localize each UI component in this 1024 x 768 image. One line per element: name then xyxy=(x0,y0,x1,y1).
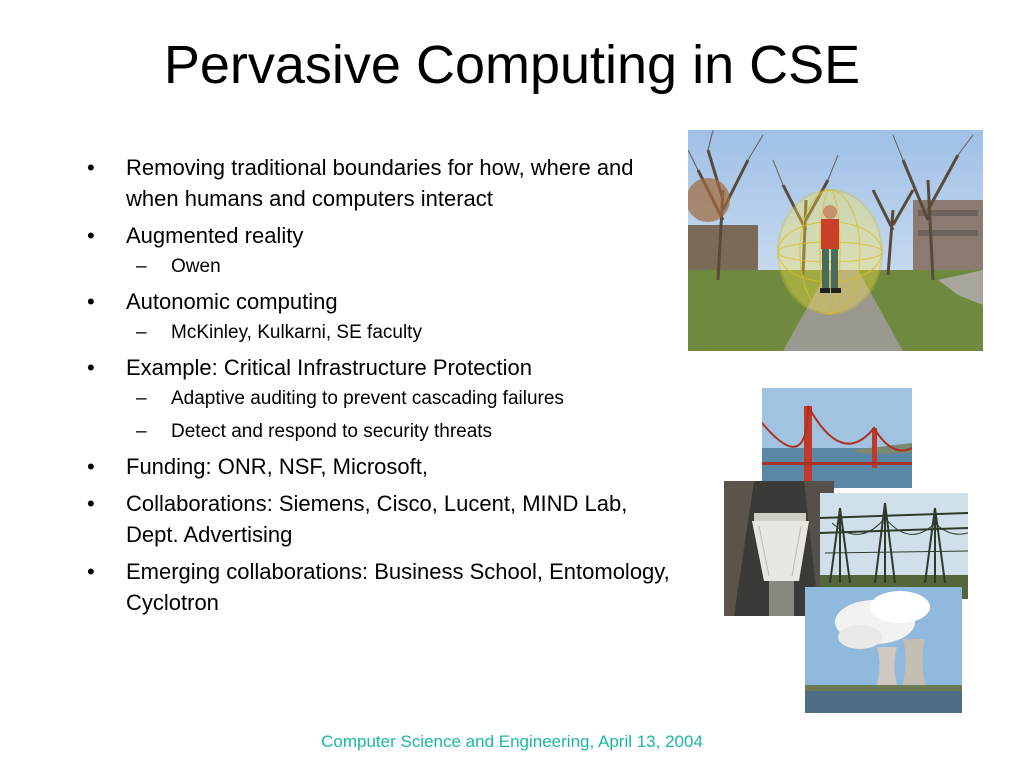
bullet-marker: • xyxy=(87,223,95,248)
bullet-marker: • xyxy=(87,559,95,584)
slide-title: Pervasive Computing in CSE xyxy=(163,35,861,95)
sub-bullet-text: McKinley, Kulkarni, SE faculty xyxy=(171,322,422,343)
bullet-text: Emerging collaborations: Business School, Entomology, Cyclotron xyxy=(126,559,670,615)
sub-bullet-marker: – xyxy=(136,322,147,343)
slide-footer: Computer Science and Engineering, April 13, 2004 xyxy=(321,732,703,751)
nuclear-cooling-towers-photo xyxy=(805,587,962,713)
sub-bullet-item xyxy=(126,418,676,445)
bullet-item xyxy=(86,451,676,482)
bullet-list xyxy=(86,152,676,624)
sub-bullet-text: Detect and respond to security threats xyxy=(171,421,493,442)
sub-bullet-list xyxy=(126,319,676,346)
sub-bullet-text: Adaptive auditing to prevent cascading failures xyxy=(171,388,564,409)
bullet-marker: • xyxy=(87,454,95,479)
bullet-text: Removing traditional boundaries for how, where and when humans and computers interact xyxy=(126,155,634,211)
sub-bullet-list xyxy=(126,253,676,280)
sub-bullet-marker: – xyxy=(136,421,147,442)
bullet-text: Collaborations: Siemens, Cisco, Lucent, MIND Lab, Dept. Advertising xyxy=(126,491,628,547)
bullet-item xyxy=(86,352,676,445)
sub-bullet-item xyxy=(126,319,676,346)
bullet-item xyxy=(86,152,676,214)
bullet-marker: • xyxy=(87,289,95,314)
bullet-item xyxy=(86,286,676,346)
sub-bullet-marker: – xyxy=(136,388,147,409)
bullet-item xyxy=(86,220,676,280)
bullet-text: Augmented reality xyxy=(126,223,304,248)
bullet-text: Example: Critical Infrastructure Protection xyxy=(126,355,532,380)
sub-bullet-marker: – xyxy=(136,256,147,277)
sub-bullet-text: Owen xyxy=(171,256,221,277)
bullet-marker: • xyxy=(87,491,95,516)
sub-bullet-list xyxy=(126,385,676,445)
bullet-marker: • xyxy=(87,355,95,380)
golden-gate-bridge-photo xyxy=(762,388,912,488)
sub-bullet-item xyxy=(126,385,676,412)
power-substation-photo xyxy=(820,493,968,599)
sub-bullet-item xyxy=(126,253,676,280)
bullet-item xyxy=(86,556,676,618)
bullet-text: Autonomic computing xyxy=(126,289,338,314)
bullet-marker: • xyxy=(87,155,95,180)
bullet-item xyxy=(86,488,676,550)
bullet-text: Funding: ONR, NSF, Microsoft, xyxy=(126,454,428,479)
augmented-reality-photo xyxy=(688,130,983,351)
